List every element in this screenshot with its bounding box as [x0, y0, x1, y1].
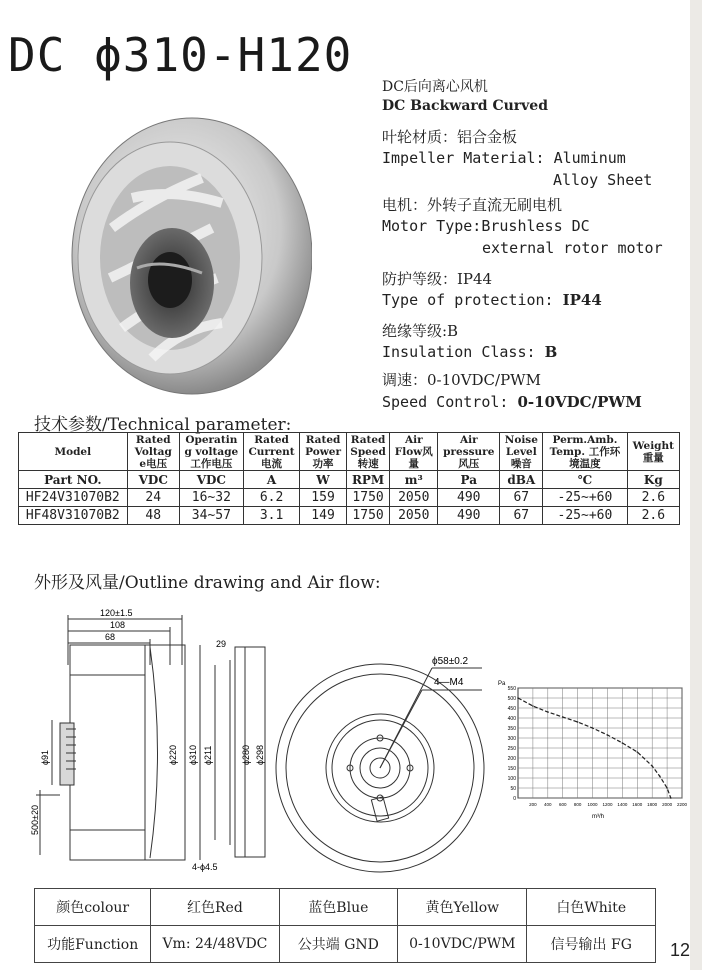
- table-cell: 67: [500, 507, 543, 525]
- dim-holes: 4-ϕ4.5: [192, 862, 218, 872]
- chart-point: [547, 711, 549, 713]
- colour-cell: 白色White: [527, 889, 656, 926]
- chart-point: [607, 734, 609, 736]
- spec-insulation-value: B: [544, 343, 558, 361]
- table-row: [19, 489, 680, 507]
- dim-220: ϕ220: [168, 744, 178, 765]
- th-rated-current: Rated Current 电流: [243, 433, 300, 471]
- chart-point: [562, 716, 564, 718]
- table-cell: 159: [300, 489, 346, 507]
- spec-impeller-en-1: Impeller Material: Aluminum: [382, 149, 626, 167]
- dim-310: ϕ310: [188, 744, 198, 765]
- chart-y-tick-label: 200: [507, 756, 516, 762]
- colour-function-table: [34, 888, 656, 963]
- chart-ylabel: Pa: [498, 681, 506, 687]
- chart-y-tick-labels: [508, 686, 517, 802]
- spec-protection-label: Type of protection:: [382, 291, 554, 309]
- table-row: [19, 507, 680, 525]
- spec-motor-en-2: external rotor motor: [482, 239, 663, 257]
- chart-x-tick-label: 800: [573, 802, 582, 807]
- chart-x-tick-label: 1400: [617, 802, 628, 807]
- spec-speed-label: Speed Control:: [382, 393, 509, 411]
- spec-protection-value: IP44: [562, 291, 602, 309]
- table-cell: 2050: [390, 489, 438, 507]
- table-cell: 34~57: [179, 507, 243, 525]
- unit-cell: Pa: [438, 471, 500, 489]
- dim-68: 68: [105, 632, 116, 642]
- colour-row: [35, 889, 656, 926]
- chart-y-tick-label: 50: [510, 786, 516, 792]
- section-technical-heading: 技术参数/Technical parameter:: [34, 415, 292, 435]
- chart-grid: [518, 688, 682, 798]
- spec-insulation-en: [382, 343, 557, 361]
- th-air-pressure: Air pressure 风压: [438, 433, 500, 471]
- chart-point: [666, 787, 668, 789]
- chart-x-tick-label: 600: [558, 802, 567, 807]
- page-title: DC ϕ310-H120: [8, 28, 353, 82]
- function-cell: 信号输出 FG: [527, 926, 656, 963]
- spec-impeller-en-2: Alloy Sheet: [553, 171, 653, 189]
- dim-108: 108: [110, 620, 126, 630]
- chart-y-tick-label: 300: [507, 736, 516, 742]
- spec-insulation-label: Insulation Class:: [382, 343, 536, 361]
- dim-500: 500±20: [30, 805, 40, 835]
- th-temperature: Perm.Amb. Temp. 工作环境温度: [543, 433, 627, 471]
- colour-cell: 蓝色Blue: [279, 889, 398, 926]
- chart-point: [577, 721, 579, 723]
- table-cell: 16~32: [179, 489, 243, 507]
- chart-x-tick-label: 2200: [676, 802, 688, 807]
- table-cell: 6.2: [243, 489, 300, 507]
- dim-91: ϕ91: [40, 749, 50, 765]
- table-header-row: [19, 433, 680, 471]
- table-cell: 2.6: [627, 489, 679, 507]
- function-row: [35, 926, 656, 963]
- page-edge-shadow: [690, 0, 702, 970]
- table-cell: 490: [438, 489, 500, 507]
- side-profile-drawing: [30, 605, 272, 875]
- dim-298: ϕ298: [255, 744, 265, 765]
- spec-protection-cn: 防护等级：IP44: [382, 270, 493, 288]
- table-cell: 1750: [346, 489, 390, 507]
- spec-motor-cn: 电机：外转子直流无刷电机: [382, 196, 563, 214]
- table-cell: 48: [127, 507, 179, 525]
- table-cell: 2.6: [627, 507, 679, 525]
- section-outline-heading: 外形及风量/Outline drawing and Air flow:: [34, 573, 381, 593]
- table-unit-row: [19, 471, 680, 489]
- table-cell: 490: [438, 507, 500, 525]
- th-weight: Weight 重量: [627, 433, 679, 471]
- chart-point: [622, 742, 624, 744]
- unit-cell: Part NO.: [19, 471, 128, 489]
- dim-280: ϕ280: [241, 744, 251, 765]
- chart-point: [659, 775, 661, 777]
- front-view-drawing: [272, 650, 494, 875]
- chart-point: [592, 727, 594, 729]
- unit-cell: W: [300, 471, 346, 489]
- dim-211: ϕ211: [203, 745, 213, 765]
- chart-xlabel: m³/h: [592, 814, 604, 820]
- th-model: Model: [19, 433, 128, 471]
- table-cell: 1750: [346, 507, 390, 525]
- unit-cell: A: [243, 471, 300, 489]
- chart-point: [636, 751, 638, 753]
- spec-type-cn: DC后向离心风机: [382, 79, 488, 95]
- table-cell: -25~+60: [543, 489, 627, 507]
- chart-y-tick-label: 350: [507, 726, 516, 732]
- dim-58: ϕ58±0.2: [432, 656, 469, 667]
- chart-y-tick-label: 450: [507, 706, 516, 712]
- chart-y-tick-label: 0: [513, 796, 516, 802]
- chart-point: [651, 765, 653, 767]
- dim-120: 120±1.5: [100, 608, 133, 618]
- colour-cell: 黄色Yellow: [398, 889, 527, 926]
- fan-photo: [52, 108, 312, 403]
- chart-point: [670, 797, 672, 799]
- th-noise-level: Noise Level 噪音: [500, 433, 543, 471]
- th-rated-speed: Rated Speed 转速: [346, 433, 390, 471]
- table-cell: 2050: [390, 507, 438, 525]
- spec-type-en: DC Backward Curved: [382, 98, 548, 114]
- chart-x-tick-label: 1800: [647, 802, 658, 807]
- spec-speed-value: 0-10VDC/PWM: [517, 393, 642, 411]
- chart-x-tick-label: 400: [544, 802, 552, 807]
- th-operating-voltage: Operatin g voltage 工作电压: [179, 433, 243, 471]
- chart-point: [532, 705, 534, 707]
- unit-cell: Kg: [627, 471, 679, 489]
- function-cell: 0-10VDC/PWM: [398, 926, 527, 963]
- colour-cell: 红色Red: [151, 889, 279, 926]
- unit-cell: VDC: [179, 471, 243, 489]
- chart-x-tick-label: 2000: [662, 802, 673, 807]
- dim-29: 29: [216, 639, 227, 649]
- spec-insulation-cn: 绝缘等级:B: [382, 322, 459, 340]
- page-number: 12: [669, 940, 690, 960]
- chart-y-tick-label: 100: [507, 776, 516, 782]
- table-cell: 149: [300, 507, 346, 525]
- table-cell: -25~+60: [543, 507, 627, 525]
- table-cell: HF48V31070B2: [19, 507, 128, 525]
- chart-x-tick-label: 1200: [602, 802, 613, 807]
- unit-cell: m³: [390, 471, 438, 489]
- table-cell: HF24V31070B2: [19, 489, 128, 507]
- spec-motor-en-1: Motor Type:Brushless DC: [382, 217, 590, 235]
- spec-impeller-cn: 叶轮材质：铝合金板: [382, 128, 518, 146]
- chart-x-tick-label: 200: [529, 802, 537, 807]
- chart-point: [517, 697, 519, 699]
- unit-cell: RPM: [346, 471, 390, 489]
- th-rated-voltage: Rated Voltag e电压: [127, 433, 179, 471]
- spec-speed-cn: 调速：0-10VDC/PWM: [382, 371, 541, 389]
- chart-y-tick-label: 500: [507, 696, 516, 702]
- unit-cell: ℃: [543, 471, 627, 489]
- chart-y-tick-label: 150: [507, 766, 516, 772]
- chart-x-tick-labels: [529, 802, 687, 807]
- colour-cell: 颜色colour: [35, 889, 151, 926]
- function-cell: Vm: 24/48VDC: [151, 926, 279, 963]
- airflow-chart: [494, 676, 690, 822]
- dim-m4: 4—M4: [434, 677, 464, 688]
- table-cell: 67: [500, 489, 543, 507]
- table-cell: 3.1: [243, 507, 300, 525]
- function-cell: 公共端 GND: [279, 926, 398, 963]
- th-air-flow: Air Flow风 量: [390, 433, 438, 471]
- th-rated-power: Rated Power 功率: [300, 433, 346, 471]
- chart-x-tick-label: 1600: [632, 802, 643, 807]
- chart-y-tick-label: 550: [507, 686, 516, 692]
- chart-plot-frame: [518, 688, 682, 798]
- unit-cell: VDC: [127, 471, 179, 489]
- chart-y-tick-label: 400: [507, 716, 516, 722]
- chart-x-tick-label: 1000: [587, 802, 598, 807]
- spec-speed-en: [382, 393, 642, 411]
- unit-cell: dBA: [500, 471, 543, 489]
- technical-parameter-table: [18, 432, 680, 525]
- table-cell: 24: [127, 489, 179, 507]
- function-cell: 功能Function: [35, 926, 151, 963]
- spec-protection-en: [382, 291, 602, 309]
- chart-y-tick-label: 250: [507, 746, 516, 752]
